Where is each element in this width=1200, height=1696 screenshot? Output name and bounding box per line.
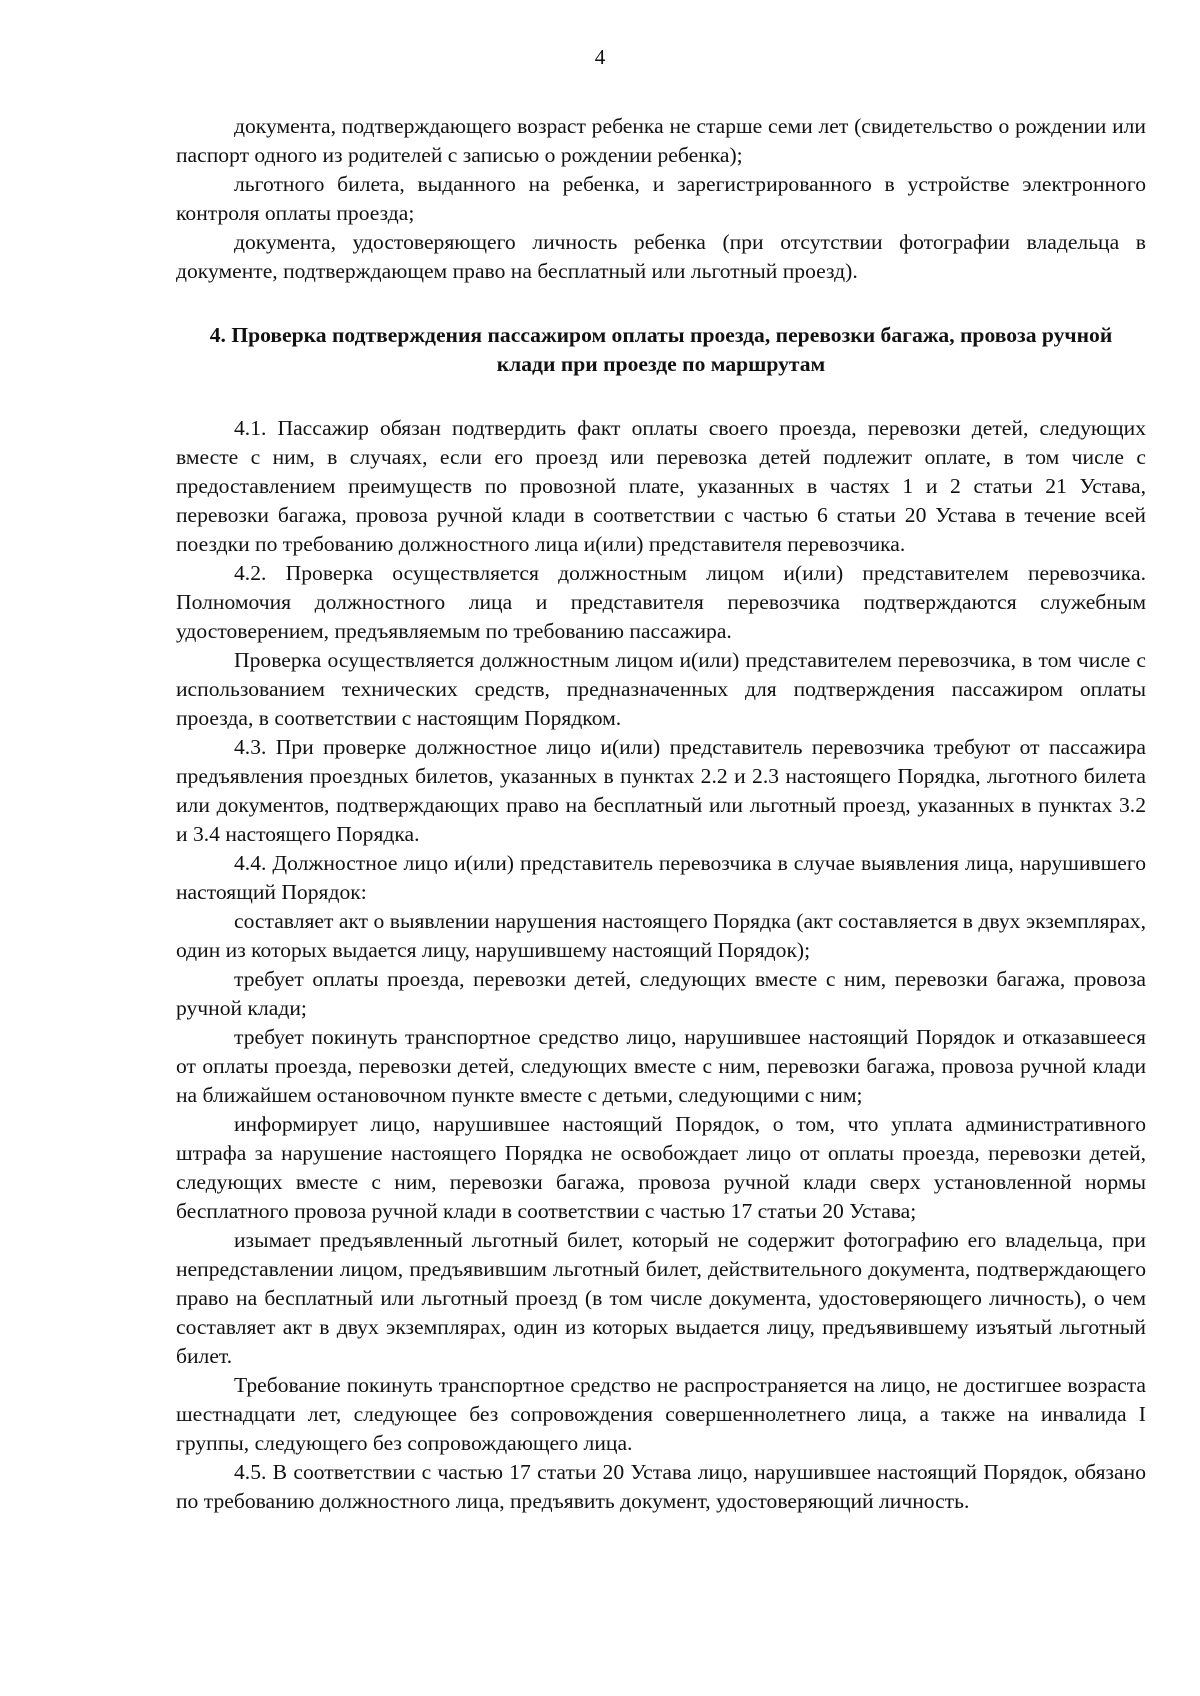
paragraph: 4.5. В соответствии с частью 17 статьи 20 Устава лицо, нарушившее настоящий Порядок, обязано по требованию должностного лица, предъявить документ, удостоверяющий личность. [176, 1460, 1146, 1513]
paragraph: документа, подтверждающего возраст ребенка не старше семи лет (свидетельство о рождении или паспорт одного из родителей с записью о рождении ребенка); [176, 114, 1146, 167]
paragraph: информирует лицо, нарушившее настоящий Порядок, о том, что уплата административного штрафа за нарушение настоящего Порядка не освобождает лицо от оплаты проезда, перевозки детей, следующих вместе с ним, перевозки багажа, провоза ручной клади сверх установленной нормы бесплатного провоза ручной клади в соответствии с частью 17 статьи 20 Устава; [176, 1112, 1146, 1223]
paragraph: требует покинуть транспортное средство лицо, нарушившее настоящий Порядок и отказавшееся от оплаты проезда, перевозки детей, следующих вместе с ним, перевозки багажа, провоза ручной клади на ближайшем остановочном пункте вместе с детьми, следующими с ним; [176, 1025, 1146, 1107]
paragraph: 4.3. При проверке должностное лицо и(или) представитель перевозчика требуют от пассажира предъявления проездных билетов, указанных в пунктах 2.2 и 2.3 настоящего Порядка, льготного билета или документов, подтверждающих право на бесплатный или льготный проезд, указанных в пунктах 3.2 и 3.4 настоящего Порядка. [176, 735, 1146, 846]
paragraph: требует оплаты проезда, перевозки детей, следующих вместе с ним, перевозки багажа, провоза ручной клади; [176, 967, 1146, 1020]
paragraph: 4.1. Пассажир обязан подтвердить факт оплаты своего проезда, перевозки детей, следующих вместе с ним, в случаях, если его проезд или перевозка детей подлежит оплате, в том числе с предоставлением преимуществ по провозной плате, указанных в частях 1 и 2 статьи 21 Устава, перевозки багажа, провоза ручной клади в соответствии с частью 6 статьи 20 Устава в течение всей поездки по требованию должностного лица и(или) представителя перевозчика. [176, 416, 1146, 556]
paragraph: льготного билета, выданного на ребенка, и зарегистрированного в устройстве электронного контроля оплаты проезда; [176, 172, 1146, 225]
paragraph: 4.4. Должностное лицо и(или) представитель перевозчика в случае выявления лица, нарушившего настоящий Порядок: [176, 851, 1146, 904]
paragraph: Требование покинуть транспортное средство не распространяется на лицо, не достигшее возраста шестнадцати лет, следующее без сопровождения совершеннолетнего лица, а также на инвалида I группы, следующего без сопровождающего лица. [176, 1373, 1146, 1455]
paragraph: 4.2. Проверка осуществляется должностным лицом и(или) представителем перевозчика. Полномочия должностного лица и представителя перевозчика подтверждаются служебным удостоверением, предъявляемым по требованию пассажира. [176, 561, 1146, 643]
paragraph: документа, удостоверяющего личность ребенка (при отсутствии фотографии владельца в документе, подтверждающем право на бесплатный или льготный проезд). [176, 230, 1146, 283]
paragraph: изымает предъявленный льготный билет, который не содержит фотографию его владельца, при непредставлении лицом, предъявившим льготный билет, действительного документа, подтверждающего право на бесплатный или льготный проезд (в том числе документа, удостоверяющего личность), о чем составляет акт в двух экземплярах, один из которых выдается лицу, предъявившему изъятый льготный билет. [176, 1228, 1146, 1368]
document-body [176, 112, 1146, 1516]
paragraph: составляет акт о выявлении нарушения настоящего Порядка (акт составляется в двух экземплярах, один из которых выдается лицу, нарушившему настоящий Порядок); [176, 909, 1146, 962]
section-heading: 4. Проверка подтверждения пассажиром оплаты проезда, перевозки багажа, провоза ручной клади при проезде по маршрутам [209, 323, 1113, 376]
paragraph: Проверка осуществляется должностным лицом и(или) представителем перевозчика, в том числе с использованием технических средств, предназначенных для подтверждения пассажиром оплаты проезда, в соответствии с настоящим Порядком. [176, 648, 1146, 730]
page-number: 4 [594, 45, 606, 69]
